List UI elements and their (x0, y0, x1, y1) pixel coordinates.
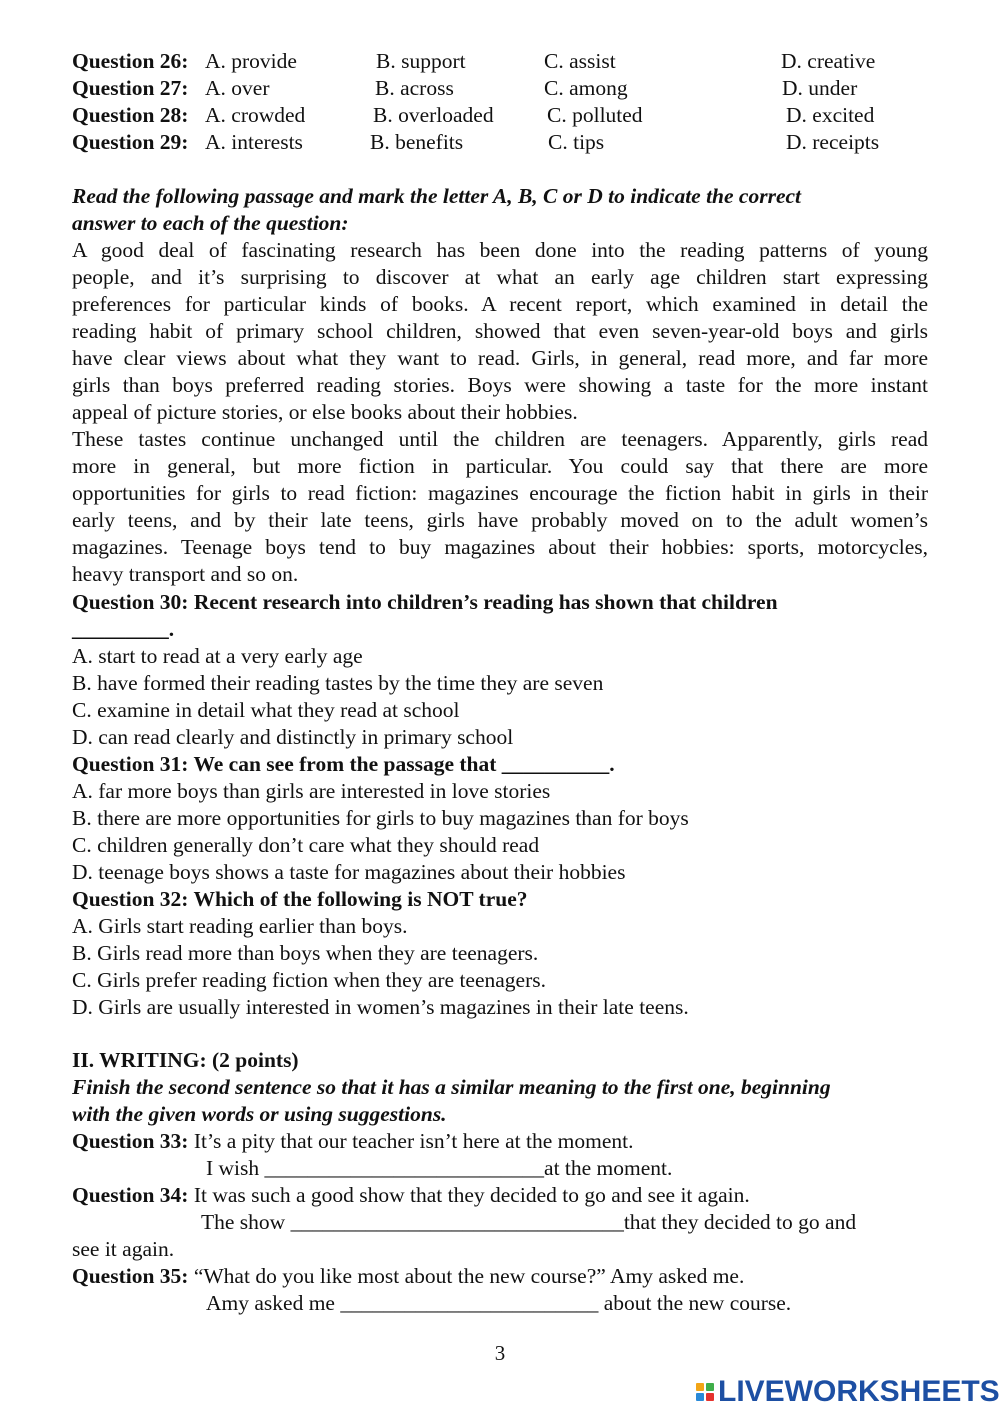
question-32-option-a: A. Girls start reading earlier than boys. (72, 914, 408, 938)
question-32-stem: Question 32: Which of the following is NOT true? (72, 887, 528, 911)
liveworksheets-logo (696, 1375, 1000, 1409)
question-32-option-b: B. Girls read more than boys when they are teenagers. (72, 941, 539, 965)
question-30-stem: Question 30: Recent research into children’s reading has shown that children (72, 590, 778, 614)
question-29-option-c: C. tips (548, 130, 605, 154)
question-34-sentence: It was such a good show that they decided to go and see it again. (193, 1183, 750, 1207)
question-31-option-b: B. there are more opportunities for girls to buy magazines than for boys (72, 806, 689, 830)
passage-line: have clear views about what they want to read. Girls, in general, read more, and far more (72, 346, 928, 370)
reading-instruction-cont: answer to each of the question: (72, 211, 349, 235)
logo-square-icon (696, 1383, 704, 1391)
question-26-option-a: A. provide (205, 49, 297, 73)
passage-line: girls than boys preferred reading stories. Boys were showing a taste for the more instant (72, 373, 928, 397)
question-35-label: Question 35: (72, 1264, 189, 1288)
question-35-sentence: “What do you like most about the new course?” Amy asked me. (193, 1264, 745, 1288)
passage-line: These tastes continue unchanged until the children are teenagers. Apparently, girls read (72, 427, 928, 451)
passage-line: A good deal of fascinating research has been done into the reading patterns of young (72, 238, 928, 262)
question-26-option-c: C. assist (544, 49, 616, 73)
question-31-option-c: C. children generally don’t care what they should read (72, 833, 540, 857)
question-34-rewrite-cont: see it again. (72, 1237, 175, 1261)
passage-line: magazines. Teenage boys tend to buy magazines about their hobbies: sports, motorcycles, (72, 535, 928, 559)
question-34-label: Question 34: (72, 1183, 189, 1207)
question-30-option-c: C. examine in detail what they read at school (72, 698, 460, 722)
question-33-label: Question 33: (72, 1129, 189, 1153)
question-26-label: Question 26: (72, 49, 189, 73)
question-27-option-a: A. over (205, 76, 270, 100)
question-31-stem: Question 31: We can see from the passage that __________. (72, 752, 615, 776)
question-29-label: Question 29: (72, 130, 189, 154)
passage-line: heavy transport and so on. (72, 562, 299, 586)
question-31-option-a: A. far more boys than girls are interested in love stories (72, 779, 551, 803)
question-28-option-c: C. polluted (547, 103, 643, 127)
question-28-option-b: B. overloaded (373, 103, 494, 127)
question-32-option-d: D. Girls are usually interested in women’s magazines in their late teens. (72, 995, 689, 1019)
question-34 (72, 1182, 750, 1209)
reading-instruction: Read the following passage and mark the letter A, B, C or D to indicate the correct (72, 184, 802, 208)
question-29-option-a: A. interests (205, 130, 303, 154)
question-26-option-d: D. creative (781, 49, 876, 73)
question-31-option-d: D. teenage boys shows a taste for magazines about their hobbies (72, 860, 626, 884)
logo-square-icon (706, 1393, 714, 1401)
writing-instruction: Finish the second sentence so that it has a similar meaning to the first one, beginning (72, 1075, 831, 1099)
question-28-row (72, 102, 928, 129)
question-35-rewrite[interactable]: Amy asked me ________________________ about the new course. (206, 1291, 792, 1315)
question-30-option-a: A. start to read at a very early age (72, 644, 363, 668)
question-26-row (72, 48, 928, 75)
question-30-option-d: D. can read clearly and distinctly in primary school (72, 725, 514, 749)
writing-instruction-cont: with the given words or using suggestions. (72, 1102, 447, 1126)
question-30-option-b: B. have formed their reading tastes by the time they are seven (72, 671, 604, 695)
question-33 (72, 1128, 633, 1155)
question-33-rewrite[interactable]: I wish __________________________at the moment. (206, 1156, 673, 1180)
passage-line: people, and it’s surprising to discover at what an early age children start expressing (72, 265, 928, 289)
passage-line: early teens, and by their late teens, girls have probably moved on to the adult women’s (72, 508, 928, 532)
question-32-option-c: C. Girls prefer reading fiction when they are teenagers. (72, 968, 546, 992)
question-29-option-d: D. receipts (786, 130, 880, 154)
passage-line: appeal of picture stories, or else books about their hobbies. (72, 400, 578, 424)
question-26-option-b: B. support (376, 49, 466, 73)
passage-line: more in general, but more fiction in particular. You could say that there are more (72, 454, 928, 478)
logo-square-icon (706, 1383, 714, 1391)
passage-line: opportunities for girls to read fiction: magazines encourage the fiction habit in girls in their (72, 481, 928, 505)
question-33-sentence: It’s a pity that our teacher isn’t here at the moment. (193, 1129, 634, 1153)
passage-line: reading habit of primary school children, showed that even seven-year-old boys and girls (72, 319, 928, 343)
question-28-option-a: A. crowded (205, 103, 306, 127)
liveworksheets-wordmark: LIVEWORKSHEETS (718, 1375, 1000, 1408)
question-30-blank: _________. (72, 617, 175, 641)
question-27-option-b: B. across (375, 76, 454, 100)
question-27-option-d: D. under (782, 76, 858, 100)
question-28-option-d: D. excited (786, 103, 875, 127)
question-35 (72, 1263, 744, 1290)
writing-heading: II. WRITING: (2 points) (72, 1048, 299, 1072)
question-27-option-c: C. among (544, 76, 628, 100)
question-27-row (72, 75, 928, 102)
question-27-label: Question 27: (72, 76, 189, 100)
question-28-label: Question 28: (72, 103, 189, 127)
page-number: 3 (494, 1341, 506, 1365)
question-29-row (72, 129, 928, 156)
question-29-option-b: B. benefits (370, 130, 464, 154)
logo-square-icon (696, 1393, 704, 1401)
liveworksheets-icon (696, 1383, 714, 1401)
passage-line: preferences for particular kinds of books. A recent report, which examined in detail the (72, 292, 928, 316)
question-34-rewrite[interactable]: The show _______________________________that they decided to go and (201, 1210, 857, 1234)
